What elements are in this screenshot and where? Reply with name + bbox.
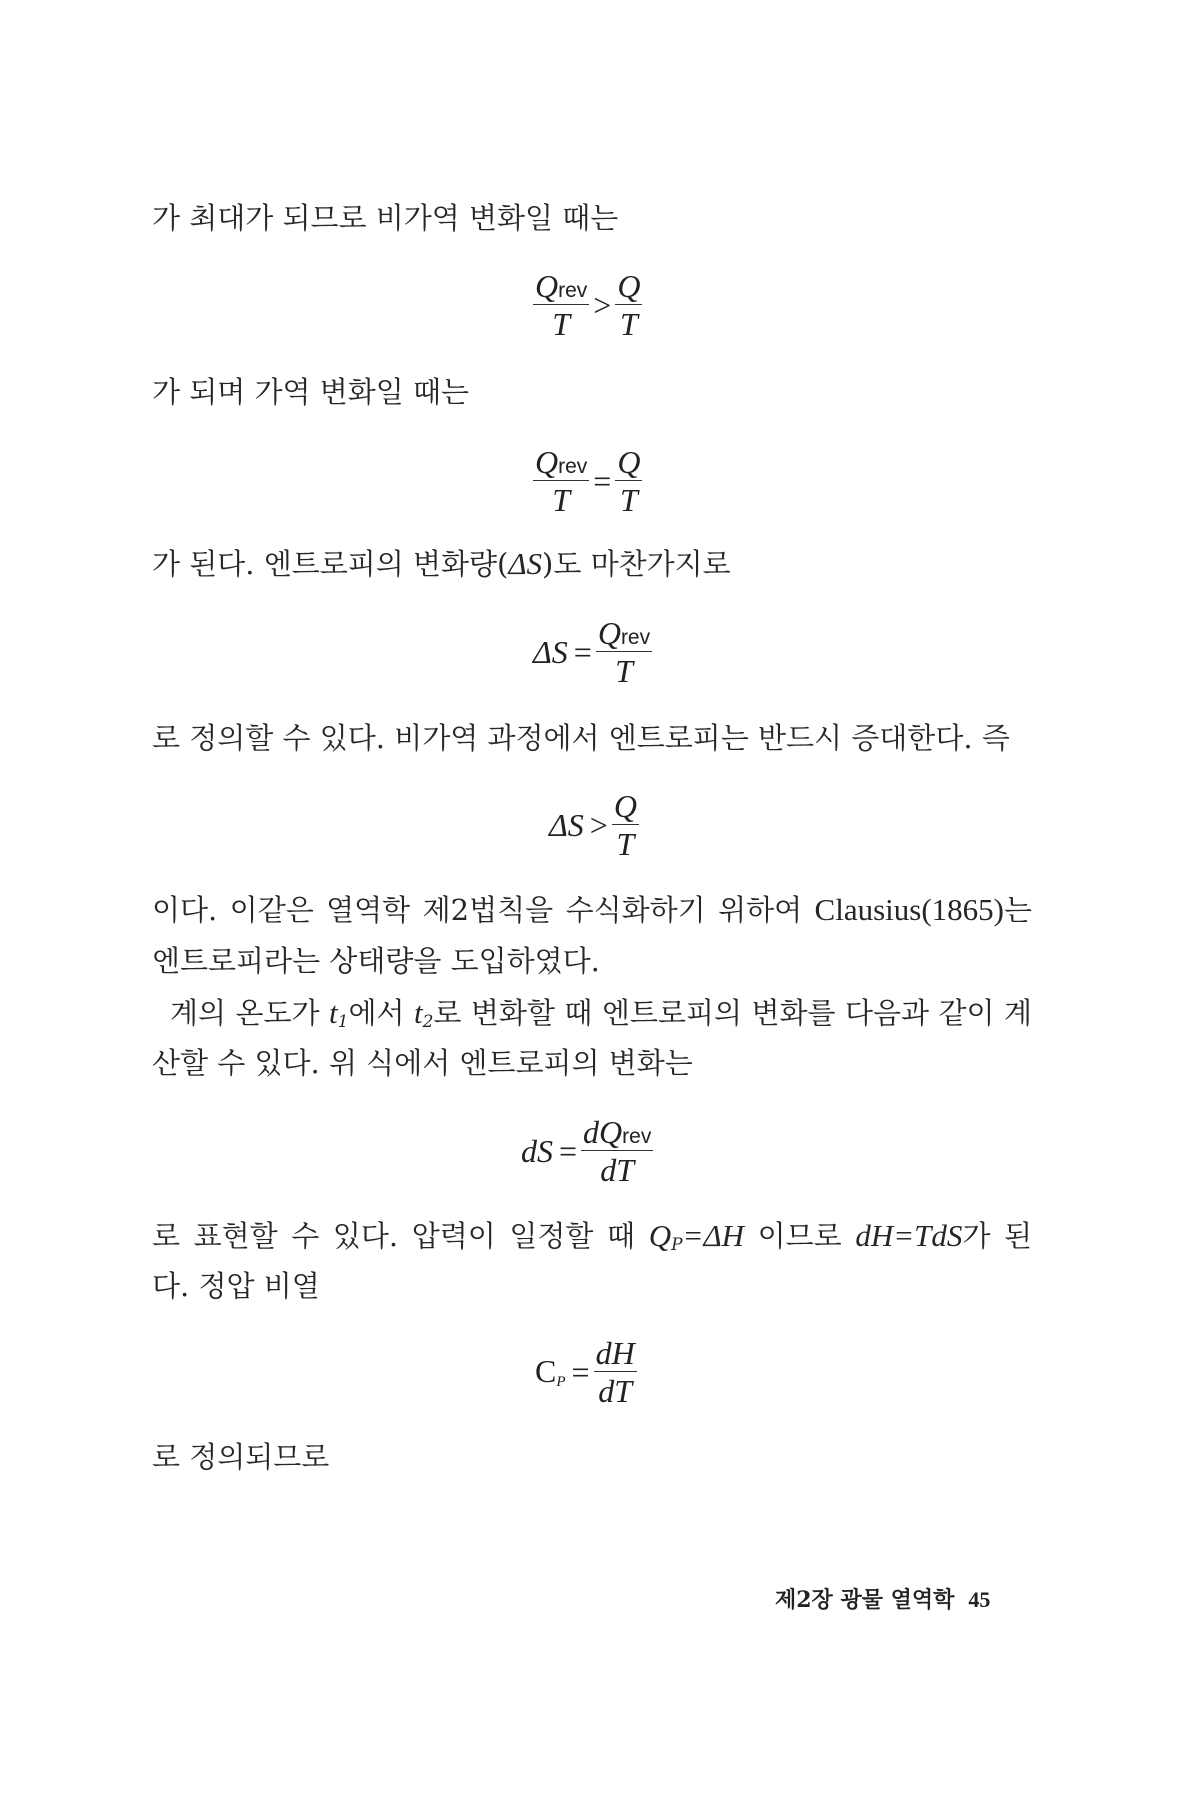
text-line [152, 370, 469, 414]
text-line [152, 888, 1032, 932]
operator: = [559, 1132, 578, 1169]
denominator: dT [598, 1373, 633, 1409]
text-span: 가 된 [962, 1219, 1032, 1253]
page-footer [775, 1583, 990, 1614]
subscript: 1 [337, 1012, 349, 1032]
denominator: T [615, 653, 633, 689]
fraction [533, 270, 589, 340]
text-span: 산할 수 있다. 위 식에서 엔트로피의 변화는 [152, 1046, 693, 1080]
chapter-title: 제2장 광물 열역학 [775, 1587, 955, 1613]
math-symbol: =ΔH [682, 1218, 745, 1253]
equation-reversible [533, 446, 642, 516]
text-span: 이므로 [744, 1219, 856, 1253]
text-span: 에서 [348, 996, 414, 1030]
subscript: P [671, 1235, 683, 1255]
text-span: 계의 온도가 [170, 996, 330, 1030]
text-span: 는 [1003, 893, 1032, 927]
subscript: rev [558, 455, 588, 478]
text-span: 로 변화할 때 엔트로피의 변화를 다음과 같이 계 [433, 996, 1032, 1030]
equation-irreversible [533, 270, 642, 340]
text-span: 로 표현할 수 있다. 압력이 일정할 때 [152, 1219, 649, 1253]
denominator: dT [600, 1152, 635, 1188]
text-line [152, 939, 600, 983]
lhs: dS [521, 1132, 553, 1169]
operator: > [593, 286, 612, 323]
fraction [594, 1337, 637, 1407]
denominator: T [616, 826, 635, 862]
fraction [581, 1116, 653, 1186]
lhs: ΔS [549, 806, 584, 843]
denominator: T [620, 482, 638, 518]
fraction [615, 270, 642, 340]
denominator: T [552, 482, 571, 518]
text-span: )도 마찬가지로 [542, 547, 731, 581]
subscript: rev [620, 626, 651, 649]
text-span: 가 된다. 엔트로피의 변화량( [152, 547, 509, 581]
subscript: P [556, 1374, 566, 1390]
numerator: Q [617, 444, 641, 480]
text-line [152, 1214, 1032, 1267]
text-line [170, 991, 1032, 1044]
fraction [615, 446, 642, 516]
text-span: 다. 정압 비열 [152, 1269, 320, 1303]
text-span: 가 최대가 되므로 비가역 변화일 때는 [152, 201, 619, 235]
subscript: rev [558, 279, 588, 302]
fraction [612, 790, 639, 860]
subscript: rev [622, 1125, 652, 1148]
fraction [533, 446, 589, 516]
operator: = [593, 462, 612, 499]
text-span: 이다. 이같은 열역학 제2법칙을 수식화하기 위하여 [152, 893, 815, 927]
operator: = [571, 1353, 590, 1390]
numerator: Q [617, 268, 641, 304]
text-span: 엔트로피라는 상태량을 도입하였다. [152, 944, 600, 978]
operator: > [589, 806, 608, 843]
math-symbol: Q [648, 1218, 672, 1253]
numerator: Q [535, 444, 559, 480]
math-symbol: t [413, 995, 423, 1030]
text-line [152, 1435, 329, 1479]
equation-heat-capacity [535, 1337, 637, 1407]
text-span: 로 정의되므로 [152, 1440, 330, 1474]
numerator: Q [613, 788, 637, 824]
operator: = [573, 633, 592, 670]
numerator: Q [597, 615, 621, 651]
subscript: 2 [422, 1012, 434, 1032]
text-line [152, 542, 731, 586]
math-symbol: t [329, 995, 338, 1030]
numerator: dQ [583, 1114, 623, 1150]
equation-differential-entropy [521, 1116, 653, 1186]
math-symbol: dH=TdS [855, 1218, 963, 1253]
equation-entropy-increase [549, 790, 639, 860]
math-symbol: ΔS [508, 546, 543, 581]
text-line [152, 196, 618, 240]
equation-entropy-definition [533, 617, 652, 687]
denominator: T [620, 306, 638, 342]
fraction [596, 617, 652, 687]
citation: Clausius(1865) [814, 892, 1004, 927]
text-line [152, 716, 1010, 760]
numerator: Q [535, 268, 559, 304]
text-line [152, 1264, 320, 1308]
text-span: 로 정의할 수 있다. 비가역 과정에서 엔트로피는 반드시 증대한다. 즉 [152, 721, 1010, 755]
page-number: 45 [968, 1587, 991, 1612]
text-span: 가 되며 가역 변화일 때는 [152, 375, 470, 409]
denominator: T [552, 306, 571, 342]
numerator: dH [595, 1335, 635, 1371]
lhs: ΔS [533, 633, 568, 670]
text-line [152, 1041, 693, 1085]
lhs: C [535, 1353, 557, 1389]
